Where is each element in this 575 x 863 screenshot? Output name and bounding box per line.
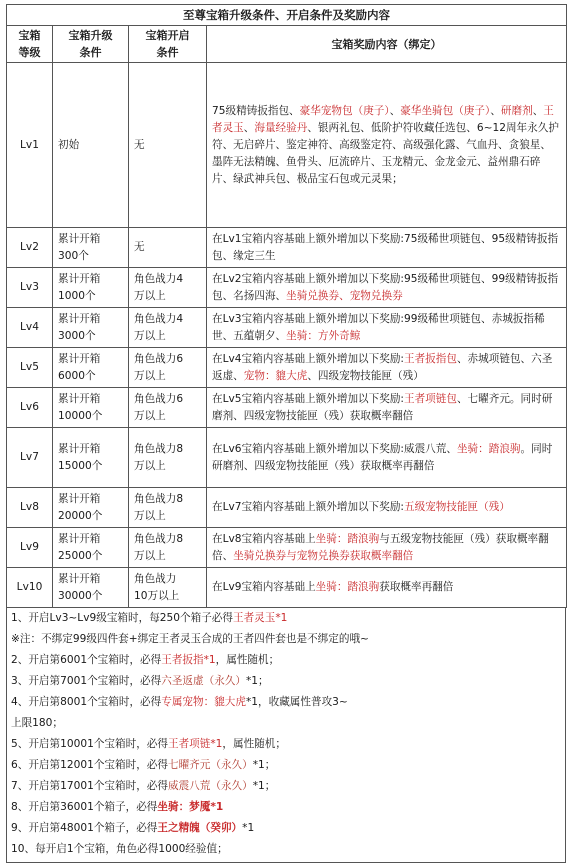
text-segment: 。同时研磨剂、四级宠物技能匣（残）获取概率再翻倍 xyxy=(212,442,553,472)
text-segment: 、四级宠物技能匣（残） xyxy=(307,369,424,382)
text-segment: 在Lv7宝箱内容基础上额外增加以下奖励: xyxy=(212,501,404,513)
cell-line: 10000个 xyxy=(58,409,103,422)
text-segment: 7、开启第17001个宝箱时，必得 xyxy=(11,780,168,792)
note-line xyxy=(11,734,565,755)
cell-line: 累计开箱 xyxy=(58,272,101,285)
cell-reward xyxy=(207,63,567,228)
level-row xyxy=(7,528,567,568)
text-segment: 与五级宠物技能匣（残）获取概率翻倍、 xyxy=(212,532,549,562)
cell-upgrade-condition xyxy=(53,308,129,348)
cell-line: 万以上 xyxy=(134,509,166,522)
cell-line: 1000个 xyxy=(58,289,96,302)
level-row xyxy=(7,228,567,268)
level-row xyxy=(7,348,567,388)
cell-upgrade-condition xyxy=(53,428,129,488)
text-segment: 、七曜齐元。同时研磨剂、四级宠物技能匣（残）获取概率翻倍 xyxy=(212,392,553,422)
cell-reward xyxy=(207,228,567,268)
text-segment: *1 xyxy=(242,822,255,834)
highlight-text: 坐骑：踏浪驹 xyxy=(315,532,380,545)
cell-open-condition xyxy=(129,388,207,428)
table-body xyxy=(7,63,567,608)
cell-open-condition xyxy=(129,528,207,568)
header-open: 宝箱开启 条件 xyxy=(129,26,207,63)
highlight-text: 坐骑：方外奇鲸 xyxy=(286,329,361,342)
cell-reward xyxy=(207,528,567,568)
highlight-text: 坐骑兑换券与宠物兑换券获取概率翻倍 xyxy=(233,549,414,562)
cell-open-condition xyxy=(129,568,207,608)
text-segment: 、赤城项链包、六圣返虚、 xyxy=(212,352,553,382)
cell-line: 角色战力 xyxy=(134,572,177,585)
cell-line: 15000个 xyxy=(58,459,103,472)
highlight-text: 坐骑：踏浪驹 xyxy=(456,442,521,455)
highlight-text: 豪华坐骑包（庚子） xyxy=(400,104,491,117)
cell-level: Lv3 xyxy=(7,268,53,308)
text-segment: 在Lv5宝箱内容基础上额外增加以下奖励: xyxy=(212,392,404,405)
highlight-text: 坐骑：踏浪驹 xyxy=(315,581,380,593)
cell-line: 万以上 xyxy=(134,289,166,302)
header-reward: 宝箱奖励内容（绑定） xyxy=(207,26,567,63)
note-line xyxy=(11,671,565,692)
cell-line: 初始 xyxy=(58,138,80,151)
note-line xyxy=(11,608,565,629)
cell-level: Lv2 xyxy=(7,228,53,268)
cell-line: 万以上 xyxy=(134,549,166,562)
cell-line: 累计开箱 xyxy=(58,392,101,405)
cell-line: 6000个 xyxy=(58,369,96,382)
cell-line: 3000个 xyxy=(58,329,96,342)
note-line xyxy=(11,650,565,671)
text-segment: 75级精铸扳指包、 xyxy=(212,104,300,117)
cell-open-condition xyxy=(129,428,207,488)
text-segment: 9、开启第48001个箱子，必得 xyxy=(11,822,158,834)
text-segment: 在Lv4宝箱内容基础上额外增加以下奖励: xyxy=(212,352,404,365)
highlight-text: 豪华宠物包（庚子） xyxy=(299,104,390,117)
cell-line: 累计开箱 xyxy=(58,572,101,585)
cell-line: 25000个 xyxy=(58,549,103,562)
text-segment: ，属性随机； xyxy=(222,738,286,750)
header-level: 宝箱 等级 xyxy=(7,26,53,63)
cell-line: 万以上 xyxy=(134,329,166,342)
header-upgrade: 宝箱升级 条件 xyxy=(53,26,129,63)
text-segment: *1； xyxy=(245,675,269,687)
cell-reward xyxy=(207,568,567,608)
text-segment: 、银两礼包、低阶护符收藏任选包、6~12周年永久护符、无启碎片、鉴定神符、高级鉴定符、高级强化露、气血丹、贪狼星、墨阵无法精魄、鱼骨头、厄流碎片、玉龙精元、金龙金元、益州鼎石碎片、绿武神兵包、极品宝石包或元灵果； xyxy=(212,121,559,185)
cell-level: Lv6 xyxy=(7,388,53,428)
highlight-text: 王者项链包 xyxy=(403,392,457,405)
text-segment: 在Lv9宝箱内容基础上 xyxy=(212,581,316,593)
cell-level: Lv10 xyxy=(7,568,53,608)
text-segment: *1； xyxy=(252,759,276,771)
cell-reward xyxy=(207,488,567,528)
text-segment: 在Lv2宝箱内容基础上额外增加以下奖励:95级稀世项链包、99级精铸扳指包、名扬四海、 xyxy=(212,272,559,302)
highlight-text: 王者扳指包 xyxy=(403,352,457,365)
cell-upgrade-condition xyxy=(53,348,129,388)
highlight-text: 七曜齐元（永久） xyxy=(167,759,253,771)
cell-line: 万以上 xyxy=(134,459,166,472)
text-segment: ，属性随机； xyxy=(215,654,280,666)
note-line xyxy=(11,692,565,713)
highlight-text: 宠物：貔大虎 xyxy=(243,369,308,382)
cell-line: 万以上 xyxy=(134,369,166,382)
note-line xyxy=(11,776,565,797)
highlight-text: 海量经验丹 xyxy=(254,121,308,134)
text-segment: 5、开启第10001个宝箱时，必得 xyxy=(11,738,168,750)
cell-level: Lv9 xyxy=(7,528,53,568)
note-line xyxy=(11,755,565,776)
cell-upgrade-condition xyxy=(53,568,129,608)
text-segment: 在Lv8宝箱内容基础上 xyxy=(212,532,316,545)
highlight-text: 威震八荒（永久） xyxy=(167,780,253,792)
document-sheet xyxy=(6,4,566,863)
level-row xyxy=(7,268,567,308)
header-row xyxy=(7,26,567,63)
text-segment: 6、开启第12001个宝箱时，必得 xyxy=(11,759,168,771)
cell-upgrade-condition xyxy=(53,488,129,528)
text-segment: 获取概率再翻倍 xyxy=(379,581,454,593)
text-segment: 在Lv3宝箱内容基础上额外增加以下奖励:99级稀世项链包、赤城扳指稀世、五蕴朝夕、 xyxy=(212,312,545,342)
cell-line: 30000个 xyxy=(58,589,103,602)
cell-line: 角色战力4 xyxy=(134,312,184,325)
text-segment: 8、开启第36001个箱子，必得 xyxy=(11,801,158,813)
text-segment: 、 xyxy=(243,121,255,134)
note-line xyxy=(11,818,565,839)
text-segment: 上限180； xyxy=(11,717,64,729)
text-segment: 在Lv6宝箱内容基础上额外增加以下奖励:威震八荒、 xyxy=(212,442,457,455)
level-row xyxy=(7,63,567,228)
highlight-text: 王者项链*1 xyxy=(167,738,223,750)
text-segment: *1； xyxy=(252,780,276,792)
cell-upgrade-condition xyxy=(53,63,129,228)
text-segment: ※注：不绑定99级四件套+绑定王者灵玉合成的王者四件套也是不绑定的哦~ xyxy=(11,633,369,645)
cell-upgrade-condition xyxy=(53,528,129,568)
text-segment: 10、每开启1个宝箱，角色必得1000经验值； xyxy=(11,843,228,855)
highlight-text: 王之精魄（癸卯） xyxy=(157,822,243,834)
cell-level: Lv5 xyxy=(7,348,53,388)
highlight-text: 坐骑：梦魇*1 xyxy=(157,801,224,813)
cell-line: 角色战力8 xyxy=(134,442,184,455)
cell-line: 20000个 xyxy=(58,509,103,522)
highlight-text: 专属宠物：貔大虎 xyxy=(161,696,246,708)
cell-line: 无 xyxy=(134,241,145,253)
highlight-text: 坐骑兑换券、宠物兑换券 xyxy=(286,289,403,302)
level-row xyxy=(7,308,567,348)
reward-table xyxy=(6,4,567,608)
text-segment: *1，收藏属性普攻3~ xyxy=(245,696,348,708)
cell-line: 300个 xyxy=(58,249,89,262)
cell-line: 无 xyxy=(134,138,145,151)
table-title: 至尊宝箱升级条件、开启条件及奖励内容 xyxy=(7,5,567,26)
note-line xyxy=(11,713,565,734)
highlight-text: 五级宠物技能匣（残） xyxy=(403,501,510,513)
cell-line: 累计开箱 xyxy=(58,532,101,545)
text-segment: 、 xyxy=(490,104,501,117)
cell-level: Lv4 xyxy=(7,308,53,348)
cell-open-condition xyxy=(129,488,207,528)
cell-line: 累计开箱 xyxy=(58,232,101,245)
cell-reward xyxy=(207,308,567,348)
cell-line: 10万以上 xyxy=(134,589,180,602)
cell-reward xyxy=(207,388,567,428)
cell-reward xyxy=(207,348,567,388)
highlight-text: 研磨剂 xyxy=(500,104,533,117)
level-row xyxy=(7,388,567,428)
text-segment: 、 xyxy=(532,104,544,117)
cell-line: 累计开箱 xyxy=(58,352,101,365)
cell-line: 角色战力8 xyxy=(134,492,184,505)
cell-line: 万以上 xyxy=(134,409,166,422)
cell-open-condition xyxy=(129,348,207,388)
cell-line: 累计开箱 xyxy=(58,492,101,505)
cell-level: Lv1 xyxy=(7,63,53,228)
cell-line: 角色战力8 xyxy=(134,532,184,545)
cell-line: 角色战力6 xyxy=(134,352,184,365)
notes-section xyxy=(6,608,566,863)
cell-level: Lv7 xyxy=(7,428,53,488)
cell-open-condition xyxy=(129,268,207,308)
cell-open-condition xyxy=(129,308,207,348)
text-segment: 2、开启第6001个宝箱时，必得 xyxy=(11,654,162,666)
cell-level: Lv8 xyxy=(7,488,53,528)
note-line xyxy=(11,797,565,818)
cell-upgrade-condition xyxy=(53,268,129,308)
highlight-text: 王者灵玉*1 xyxy=(232,612,288,624)
text-segment: 1、开启Lv3~Lv9级宝箱时，每250个箱子必得 xyxy=(11,612,233,624)
text-segment: 、 xyxy=(389,104,401,117)
level-row xyxy=(7,488,567,528)
cell-upgrade-condition xyxy=(53,388,129,428)
cell-open-condition xyxy=(129,228,207,268)
note-line xyxy=(11,839,565,860)
cell-open-condition xyxy=(129,63,207,228)
text-segment: 4、开启第8001个宝箱时，必得 xyxy=(11,696,162,708)
highlight-text: 王者扳指*1 xyxy=(161,654,216,666)
text-segment: 3、开启第7001个宝箱时，必得 xyxy=(11,675,162,687)
cell-line: 角色战力4 xyxy=(134,272,184,285)
text-segment: 在Lv1宝箱内容基础上额外增加以下奖励:75级稀世项链包、95级精铸扳指包、缘定三生 xyxy=(212,232,559,262)
highlight-text: 王者灵玉 xyxy=(212,104,554,134)
level-row xyxy=(7,428,567,488)
cell-line: 累计开箱 xyxy=(58,442,101,455)
level-row xyxy=(7,568,567,608)
highlight-text: 六圣返虚（永久） xyxy=(161,675,246,687)
cell-line: 角色战力6 xyxy=(134,392,184,405)
note-line xyxy=(11,629,565,650)
cell-reward xyxy=(207,268,567,308)
cell-upgrade-condition xyxy=(53,228,129,268)
cell-line: 累计开箱 xyxy=(58,312,101,325)
cell-reward xyxy=(207,428,567,488)
